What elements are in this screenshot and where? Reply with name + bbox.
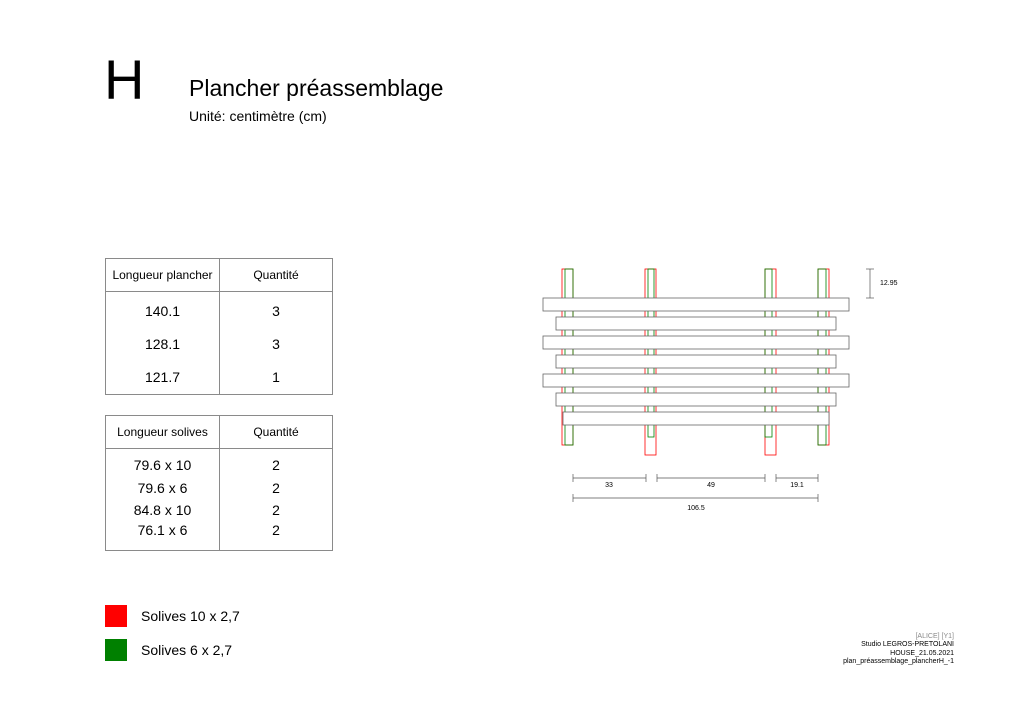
solives-length-cell: 84.8 x 10 [106,499,220,521]
title-block [843,633,954,666]
plancher-length-cell: 128.1 [106,327,220,360]
title-block-date: HOUSE_21.05.2021 [890,649,954,657]
plancher-qty-cell: 3 [220,292,333,328]
dimension-spacing-label: 19.1 [790,482,804,489]
dimension-spacing-label: 33 [605,482,613,489]
dimension-height-label: 12.95 [880,280,898,287]
floor-plank [543,374,849,387]
floor-plank [556,355,836,368]
solives-length-cell: 79.6 x 6 [106,477,220,499]
title-block-filename: plan_préassemblage_plancherH_-1 [843,657,954,665]
solives-length-cell: 76.1 x 6 [106,521,220,551]
solives-qty-cell: 2 [220,449,333,478]
title-block-project: [ALICE] [Y1] [915,633,954,640]
plancher-qty-cell: 1 [220,360,333,395]
planks-layer [543,298,849,425]
page-title: Plancher préassemblage [189,75,444,101]
floor-plank [556,393,836,406]
floor-plank [563,412,829,425]
plancher-length-cell: 121.7 [106,360,220,395]
solives-qty-cell: 2 [220,477,333,499]
plancher-length-header: Longueur plancher [106,259,220,292]
solives-qty-cell: 2 [220,499,333,521]
plan-letter: H [104,48,145,111]
dimension-total-label: 106.5 [687,505,705,512]
title-block-studio: Studio LEGROS-PRETOLANI [861,641,954,649]
solives-length-cell: 79.6 x 10 [106,449,220,478]
solives-qty-header: Quantité [220,416,333,449]
legend-label: Solives 10 x 2,7 [141,608,240,624]
plancher-length-cell: 140.1 [106,292,220,328]
solives-length-header: Longueur solives [106,416,220,449]
floor-plank [556,317,836,330]
solives-qty-cell: 2 [220,521,333,551]
plancher-qty-header: Quantité [220,259,333,292]
unit-subtitle: Unité: centimètre (cm) [189,108,327,124]
plancher-qty-cell: 3 [220,327,333,360]
dimension-spacing-label: 49 [707,482,715,489]
floor-plank [543,298,849,311]
legend-label: Solives 6 x 2,7 [141,642,233,658]
floor-plank [543,336,849,349]
